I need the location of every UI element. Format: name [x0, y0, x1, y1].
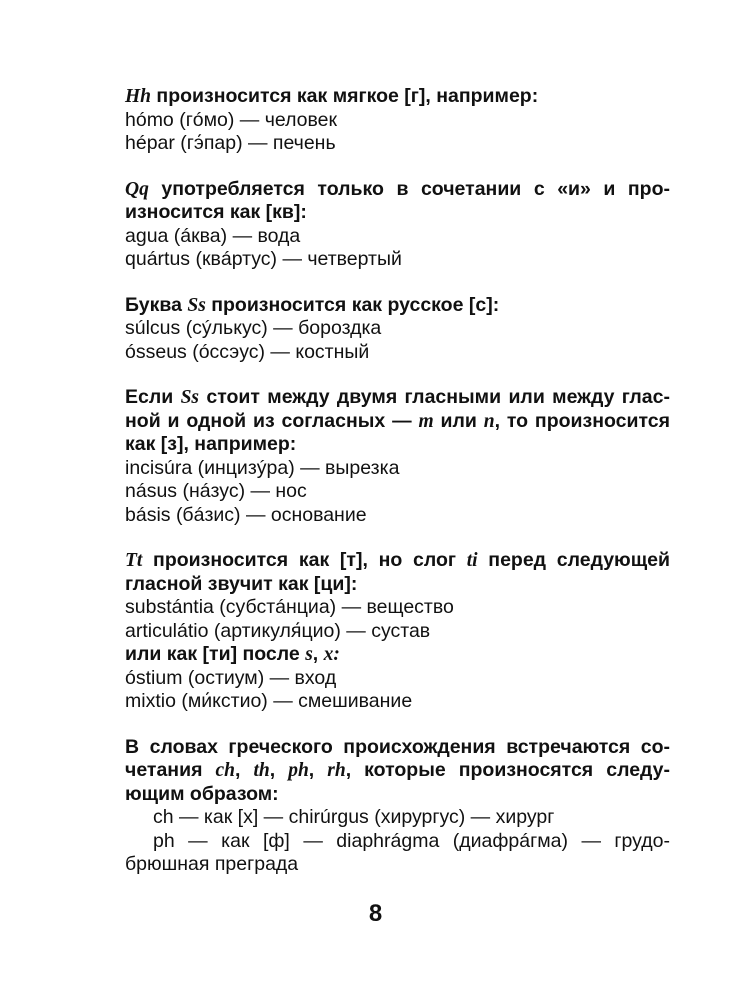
heading-text: В словах греческого происхождения встречаются со-	[125, 735, 670, 758]
heading-text: , которые произносятся следу-	[345, 759, 670, 781]
heading-text: четания	[125, 759, 216, 781]
latin-letter: ti	[466, 550, 478, 571]
latin-letter: ph	[288, 760, 309, 781]
heading-text: Если	[125, 386, 181, 408]
heading-text: или как [ти] после	[125, 643, 306, 665]
heading-text: ,	[234, 759, 254, 781]
rule-section	[125, 736, 670, 877]
heading-text: или	[433, 409, 484, 432]
example-line: ósseus (óссэус) — костный	[125, 340, 370, 363]
rule-section	[125, 294, 670, 365]
rule-section	[125, 386, 670, 527]
rule-heading-line	[125, 549, 670, 573]
rule-section	[125, 85, 670, 156]
page-number: 8	[368, 900, 383, 927]
rule-heading-line	[125, 759, 670, 783]
heading-text: перед следующей	[477, 549, 670, 571]
rule-section	[125, 549, 670, 714]
example-line: hépar (гэ́пар) — печень	[125, 132, 336, 154]
heading-text: гласной звучит как [ци]:	[125, 572, 358, 595]
example-line: ph — как [ф] — diaphrágma (диафрáгма) — грудо-	[153, 829, 670, 852]
example-line: óstium (остиум) — вход	[125, 666, 337, 689]
heading-text: произносится как [т], но слог	[142, 549, 467, 571]
latin-letter: ch	[215, 760, 235, 781]
rule-heading-line	[125, 736, 670, 760]
rule-heading-line	[125, 201, 670, 225]
example-line: ch — как [х] — chirúrgus (хирургус) — хирург	[153, 806, 555, 828]
page-content	[125, 85, 670, 899]
rule-section	[125, 178, 670, 272]
rule-heading-line	[125, 410, 670, 434]
example-line: incisúra (инцизýра) — вырезка	[125, 456, 400, 479]
rule-heading-line	[125, 178, 670, 202]
heading-text: ной и одной из согласных —	[125, 409, 419, 432]
latin-letter: n	[483, 410, 495, 432]
example-line: mixtio (ми́кстио) — смешивание	[125, 690, 413, 712]
heading-text: ,	[312, 643, 324, 665]
heading-text: стоит между двумя гласными или между глас-	[199, 386, 670, 408]
latin-letter: s	[305, 644, 313, 665]
rule-heading-line	[125, 85, 670, 109]
rule-heading-line	[125, 294, 670, 318]
heading-text: как [з], например:	[125, 433, 297, 455]
rule-heading-line	[125, 573, 670, 597]
example-line: básis (бáзис) — основание	[125, 503, 367, 526]
latin-letter: Ss	[187, 294, 206, 316]
example-line: násus (нáзус) — нос	[125, 480, 307, 502]
latin-letter: rh	[327, 760, 346, 781]
latin-letter: Hh	[125, 86, 152, 107]
heading-text: произносится как мягкое [г], например:	[151, 85, 539, 107]
example-line: articulátio (артикуля́цио) — сустав	[125, 619, 431, 642]
heading-text: износится как [кв]:	[125, 201, 307, 223]
latin-letter: Tt	[125, 550, 143, 571]
heading-text: , то произносится	[494, 409, 670, 432]
example-line: quártus (квáртус) — четвертый	[125, 248, 402, 270]
rule-heading-line	[125, 783, 670, 807]
heading-text: ,	[269, 759, 289, 781]
example-line: súlcus (сýлькус) — бороздка	[125, 317, 382, 339]
example-line: agua (áква) — вода	[125, 224, 301, 247]
heading-text: произносится как русское [с]:	[205, 293, 500, 316]
example-line: substántia (субстáнциа) — вещество	[125, 596, 454, 618]
heading-text: ющим образом:	[125, 782, 279, 805]
example-line: hómo (гóмо) — человек	[125, 108, 338, 131]
latin-letter: th	[253, 760, 270, 781]
latin-letter: Qq	[125, 178, 149, 200]
rule-heading-line	[125, 386, 670, 410]
rule-heading-line	[125, 433, 670, 457]
heading-text: ,	[308, 759, 328, 781]
example-line: брюшная преграда	[125, 853, 299, 875]
latin-letter: m	[418, 410, 434, 432]
rule-subheading-line	[125, 643, 670, 667]
heading-text: употребляется только в сочетании с «и» и про-	[148, 177, 670, 200]
latin-letter: x:	[323, 644, 340, 665]
latin-letter: Ss	[180, 387, 200, 408]
heading-text: Буква	[125, 293, 188, 316]
